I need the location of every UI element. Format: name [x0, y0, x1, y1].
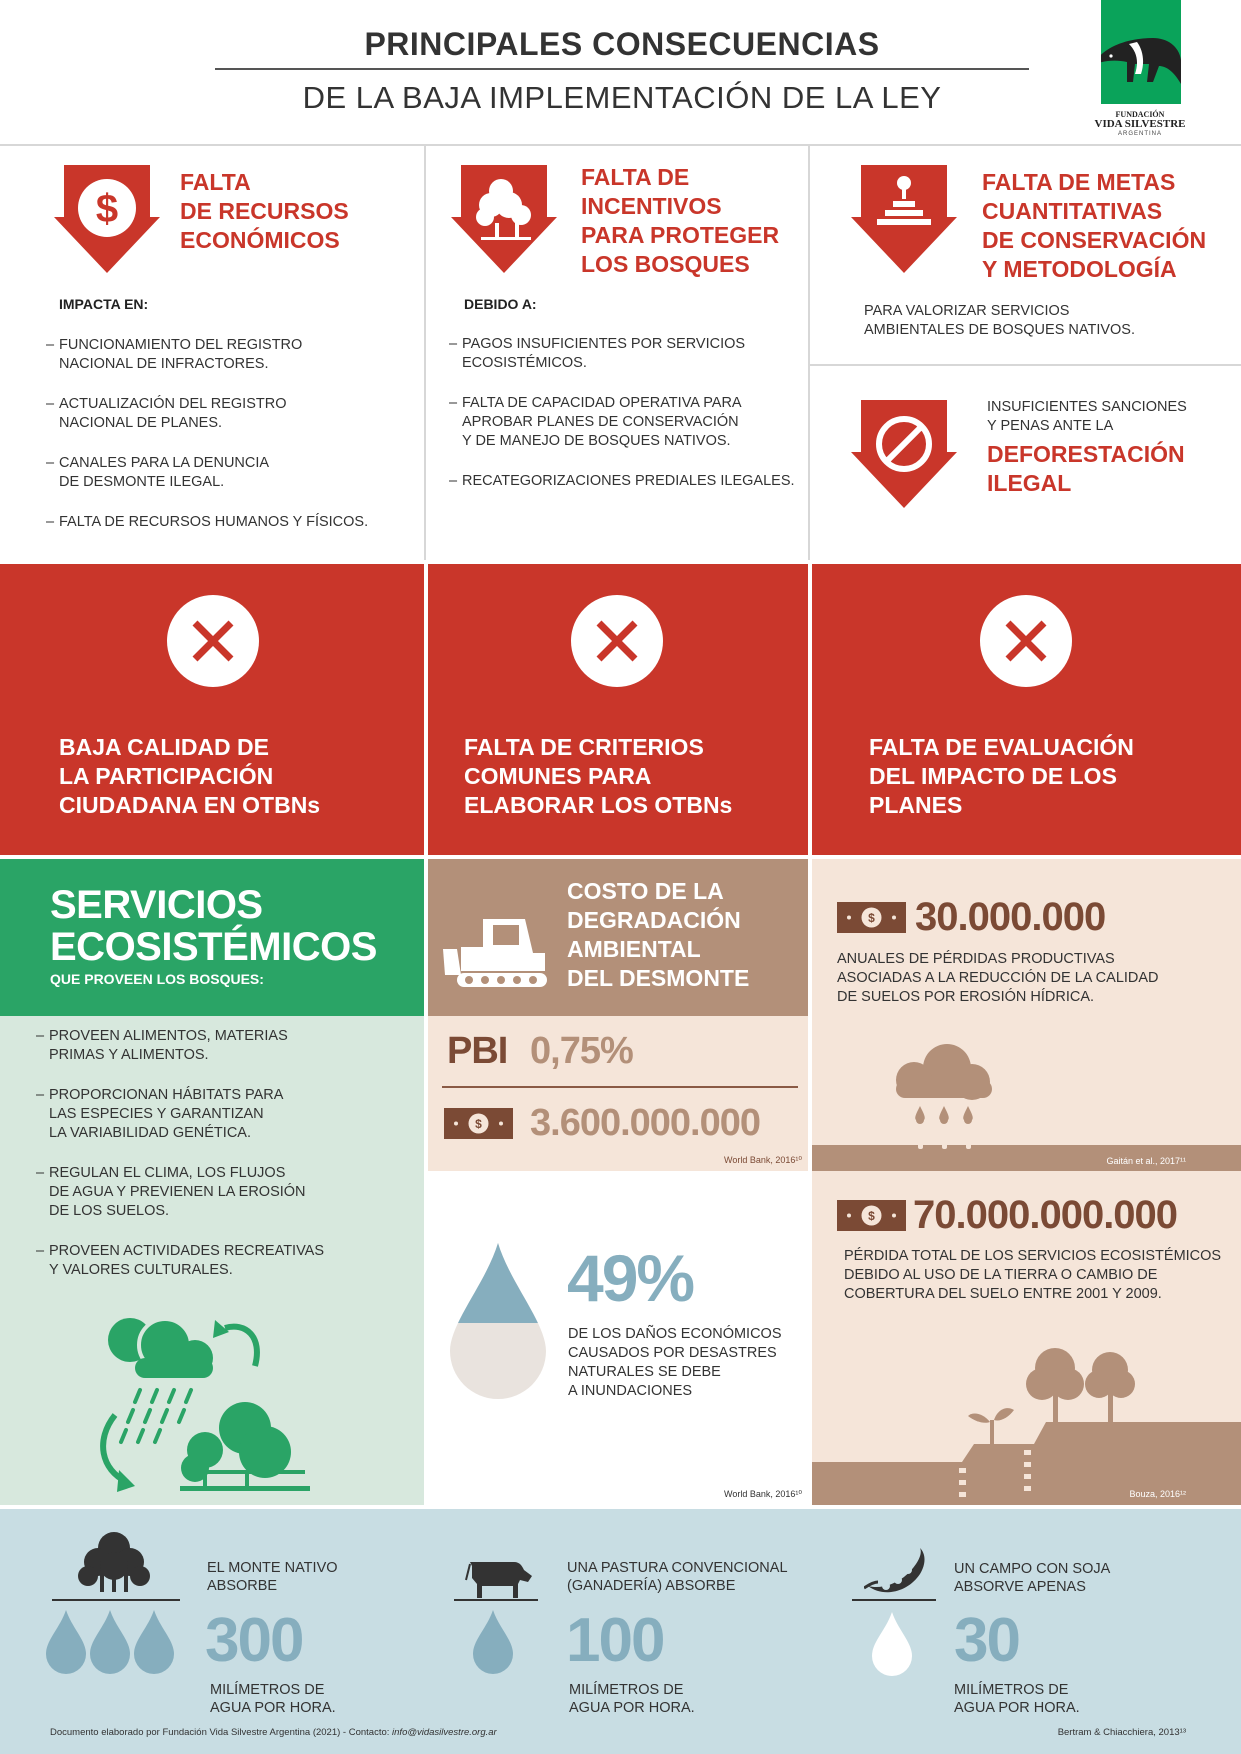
page-title: PRINCIPALES CONSECUENCIAS	[364, 26, 880, 62]
source-citation: World Bank, 2016¹⁰	[724, 1489, 802, 1499]
x-circle-icon	[980, 595, 1072, 687]
list-item: – RECATEGORIZACIONES PREDIALES ILEGALES.	[449, 472, 804, 491]
anteater-logo-icon	[1101, 0, 1181, 104]
perdida-description: PÉRDIDA TOTAL DE LOS SERVICIOS ECOSISTÉMICOS DEBIDO AL USO DE LA TIERRA O CAMBIO DE COBERTURA DEL SUELO ENTRE 2001 Y 2009.	[844, 1248, 1222, 1302]
metas-description: PARA VALORIZAR SERVICIOS AMBIENTALES DE BOSQUES NATIVOS.	[864, 303, 1135, 338]
prohibited-arrow-icon	[851, 400, 961, 508]
pbi-label: PBI	[447, 1030, 508, 1072]
erosion-value: 30.000.000	[915, 895, 1106, 939]
section-title-incentivos: FALTA DE INCENTIVOS PARA PROTEGER LOS BOSQUES	[581, 164, 780, 277]
list-item: – REGULAN EL CLIMA, LOS FLUJOS DE AGUA Y PREVIENEN LA EROSIÓN DE LOS SUELOS.	[36, 1164, 416, 1221]
absorcion-pastura-unit: MILÍMETROS DE AGUA POR HORA.	[569, 1682, 695, 1716]
red-title-evaluacion: FALTA DE EVALUACIÓN DEL IMPACTO DE LOS PLANES	[869, 734, 1134, 818]
source-citation: Bouza, 2016¹²	[1129, 1489, 1186, 1499]
svg-text:$: $	[95, 187, 119, 231]
header-divider	[0, 144, 1241, 146]
source-citation: Gaitán et al., 2017¹¹	[1106, 1156, 1186, 1166]
erosion-description: ANUALES DE PÉRDIDAS PRODUCTIVAS ASOCIADAS A LA REDUCCIÓN DE LA CALIDAD DE SUELOS POR EROSIÓN HÍDRICA.	[837, 951, 1159, 1005]
white-drop-icon	[872, 1612, 912, 1676]
costo-value: 3.600.000.000	[530, 1102, 761, 1144]
rain-cycle-trees-icon	[95, 1310, 320, 1500]
column-divider-2	[808, 146, 810, 560]
servicios-list	[36, 1027, 416, 1301]
forest-icon	[74, 1530, 154, 1596]
water-drop-icon	[450, 1243, 546, 1399]
impacta-list	[46, 336, 416, 553]
logo-text-fundacion: FUNDACIÓN	[1115, 110, 1165, 119]
debido-list	[449, 335, 804, 512]
goal-podium-arrow-icon	[851, 165, 961, 273]
dollar-arrow-icon	[54, 165, 164, 273]
absorcion-divider	[454, 1599, 538, 1601]
source-citation: World Bank, 2016¹⁰	[724, 1155, 802, 1165]
absorcion-divider	[852, 1599, 936, 1601]
sanciones-description: INSUFICIENTES SANCIONES Y PENAS ANTE LA	[987, 399, 1187, 434]
red-title-criterios: FALTA DE CRITERIOS COMUNES PARA ELABORAR LOS OTBNs	[464, 734, 733, 818]
svg-text:$: $	[868, 911, 875, 925]
absorcion-pastura-value: 100	[566, 1606, 664, 1675]
pbi-divider	[442, 1086, 798, 1088]
footer-credits: Documento elaborado por Fundación Vida Silvestre Argentina (2021) - Contacto: info@vidasilvestre.org.ar	[50, 1727, 497, 1738]
red-title-participacion: BAJA CALIDAD DE LA PARTICIPACIÓN CIUDADANA EN OTBNs	[59, 734, 321, 818]
impacta-en-label: IMPACTA EN:	[59, 296, 149, 312]
money-bill-icon	[444, 1108, 513, 1139]
inundaciones-value: 49%	[567, 1241, 694, 1315]
svg-text:$: $	[475, 1117, 482, 1131]
inundaciones-description: DE LOS DAÑOS ECONÓMICOS CAUSADOS POR DESASTRES NATURALES SE DEBE A INUNDACIONES	[568, 1326, 782, 1399]
debido-a-label: DEBIDO A:	[464, 296, 537, 312]
contact-email-link[interactable]: info@vidasilvestre.org.ar	[392, 1727, 497, 1738]
rain-cloud-erosion-icon	[812, 1030, 1241, 1171]
list-item: – ACTUALIZACIÓN DEL REGISTRO NACIONAL DE PLANES.	[46, 395, 416, 433]
absorcion-pastura-label: UNA PASTURA CONVENCIONAL (GANADERÍA) ABSORBE	[567, 1560, 788, 1594]
trees-arrow-icon	[451, 165, 561, 273]
servicios-title: SERVICIOS ECOSISTÉMICOS	[50, 883, 377, 969]
list-item: – FALTA DE CAPACIDAD OPERATIVA PARA APROBAR PLANES DE CONSERVACIÓN Y DE MANEJO DE BOSQUES NATIVOS.	[449, 394, 804, 451]
title-divider	[215, 68, 1029, 70]
absorcion-soja-value: 30	[954, 1606, 1019, 1675]
section-title-recursos: FALTA DE RECURSOS ECONÓMICOS	[180, 169, 349, 253]
logo-green-banner	[1101, 0, 1181, 104]
absorcion-monte-unit: MILÍMETROS DE AGUA POR HORA.	[210, 1682, 336, 1716]
money-bill-icon	[837, 902, 906, 933]
section-title-metas: FALTA DE METAS CUANTITATIVAS DE CONSERVACIÓN Y METODOLOGÍA	[982, 169, 1207, 282]
pbi-value: 0,75%	[530, 1030, 633, 1072]
list-item: – PAGOS INSUFICIENTES POR SERVICIOS ECOSISTÉMICOS.	[449, 335, 804, 373]
section-title-deforestacion: DEFORESTACIÓN ILEGAL	[987, 441, 1185, 496]
absorcion-monte-value: 300	[205, 1606, 303, 1675]
servicios-subtitle: QUE PROVEEN LOS BOSQUES:	[50, 971, 264, 987]
absorcion-soja-label: UN CAMPO CON SOJA ABSORVE APENAS	[954, 1561, 1111, 1595]
list-item: – CANALES PARA LA DENUNCIA DE DESMONTE ILEGAL.	[46, 454, 416, 492]
bulldozer-icon	[443, 913, 553, 989]
column3-divider	[810, 364, 1241, 366]
source-citation: Bertram & Chiacchiera, 2013¹³	[1057, 1727, 1186, 1738]
svg-text:$: $	[868, 1209, 875, 1223]
three-drops-icon	[46, 1610, 176, 1676]
absorcion-soja-unit: MILÍMETROS DE AGUA POR HORA.	[954, 1682, 1080, 1716]
money-bill-icon	[837, 1200, 906, 1231]
soy-pod-icon	[864, 1546, 928, 1598]
single-drop-icon	[473, 1610, 513, 1676]
absorcion-divider	[52, 1599, 180, 1601]
absorcion-monte-label: EL MONTE NATIVO ABSORBE	[207, 1560, 338, 1594]
column-divider-1	[424, 146, 426, 560]
list-item: – PROVEEN ALIMENTOS, MATERIAS PRIMAS Y ALIMENTOS.	[36, 1027, 416, 1065]
x-circle-icon	[167, 595, 259, 687]
list-item: – FUNCIONAMIENTO DEL REGISTRO NACIONAL DE INFRACTORES.	[46, 336, 416, 374]
logo-text-vida-silvestre: VIDA SILVESTRE	[1094, 118, 1186, 130]
land-use-trees-icon	[812, 1340, 1241, 1505]
list-item: – PROPORCIONAN HÁBITATS PARA LAS ESPECIES Y GARANTIZAN LA VARIABILIDAD GENÉTICA.	[36, 1086, 416, 1143]
costo-title: COSTO DE LA DEGRADACIÓN AMBIENTAL DEL DESMONTE	[567, 878, 750, 991]
page-subtitle: DE LA BAJA IMPLEMENTACIÓN DE LA LEY	[302, 80, 942, 115]
list-item: – PROVEEN ACTIVIDADES RECREATIVAS Y VALORES CULTURALES.	[36, 1242, 416, 1280]
x-circle-icon	[571, 595, 663, 687]
cow-icon	[464, 1554, 534, 1598]
list-item: – FALTA DE RECURSOS HUMANOS Y FÍSICOS.	[46, 513, 416, 532]
logo-text-argentina: ARGENTINA	[1117, 131, 1162, 137]
perdida-value: 70.000.000.000	[913, 1193, 1178, 1237]
